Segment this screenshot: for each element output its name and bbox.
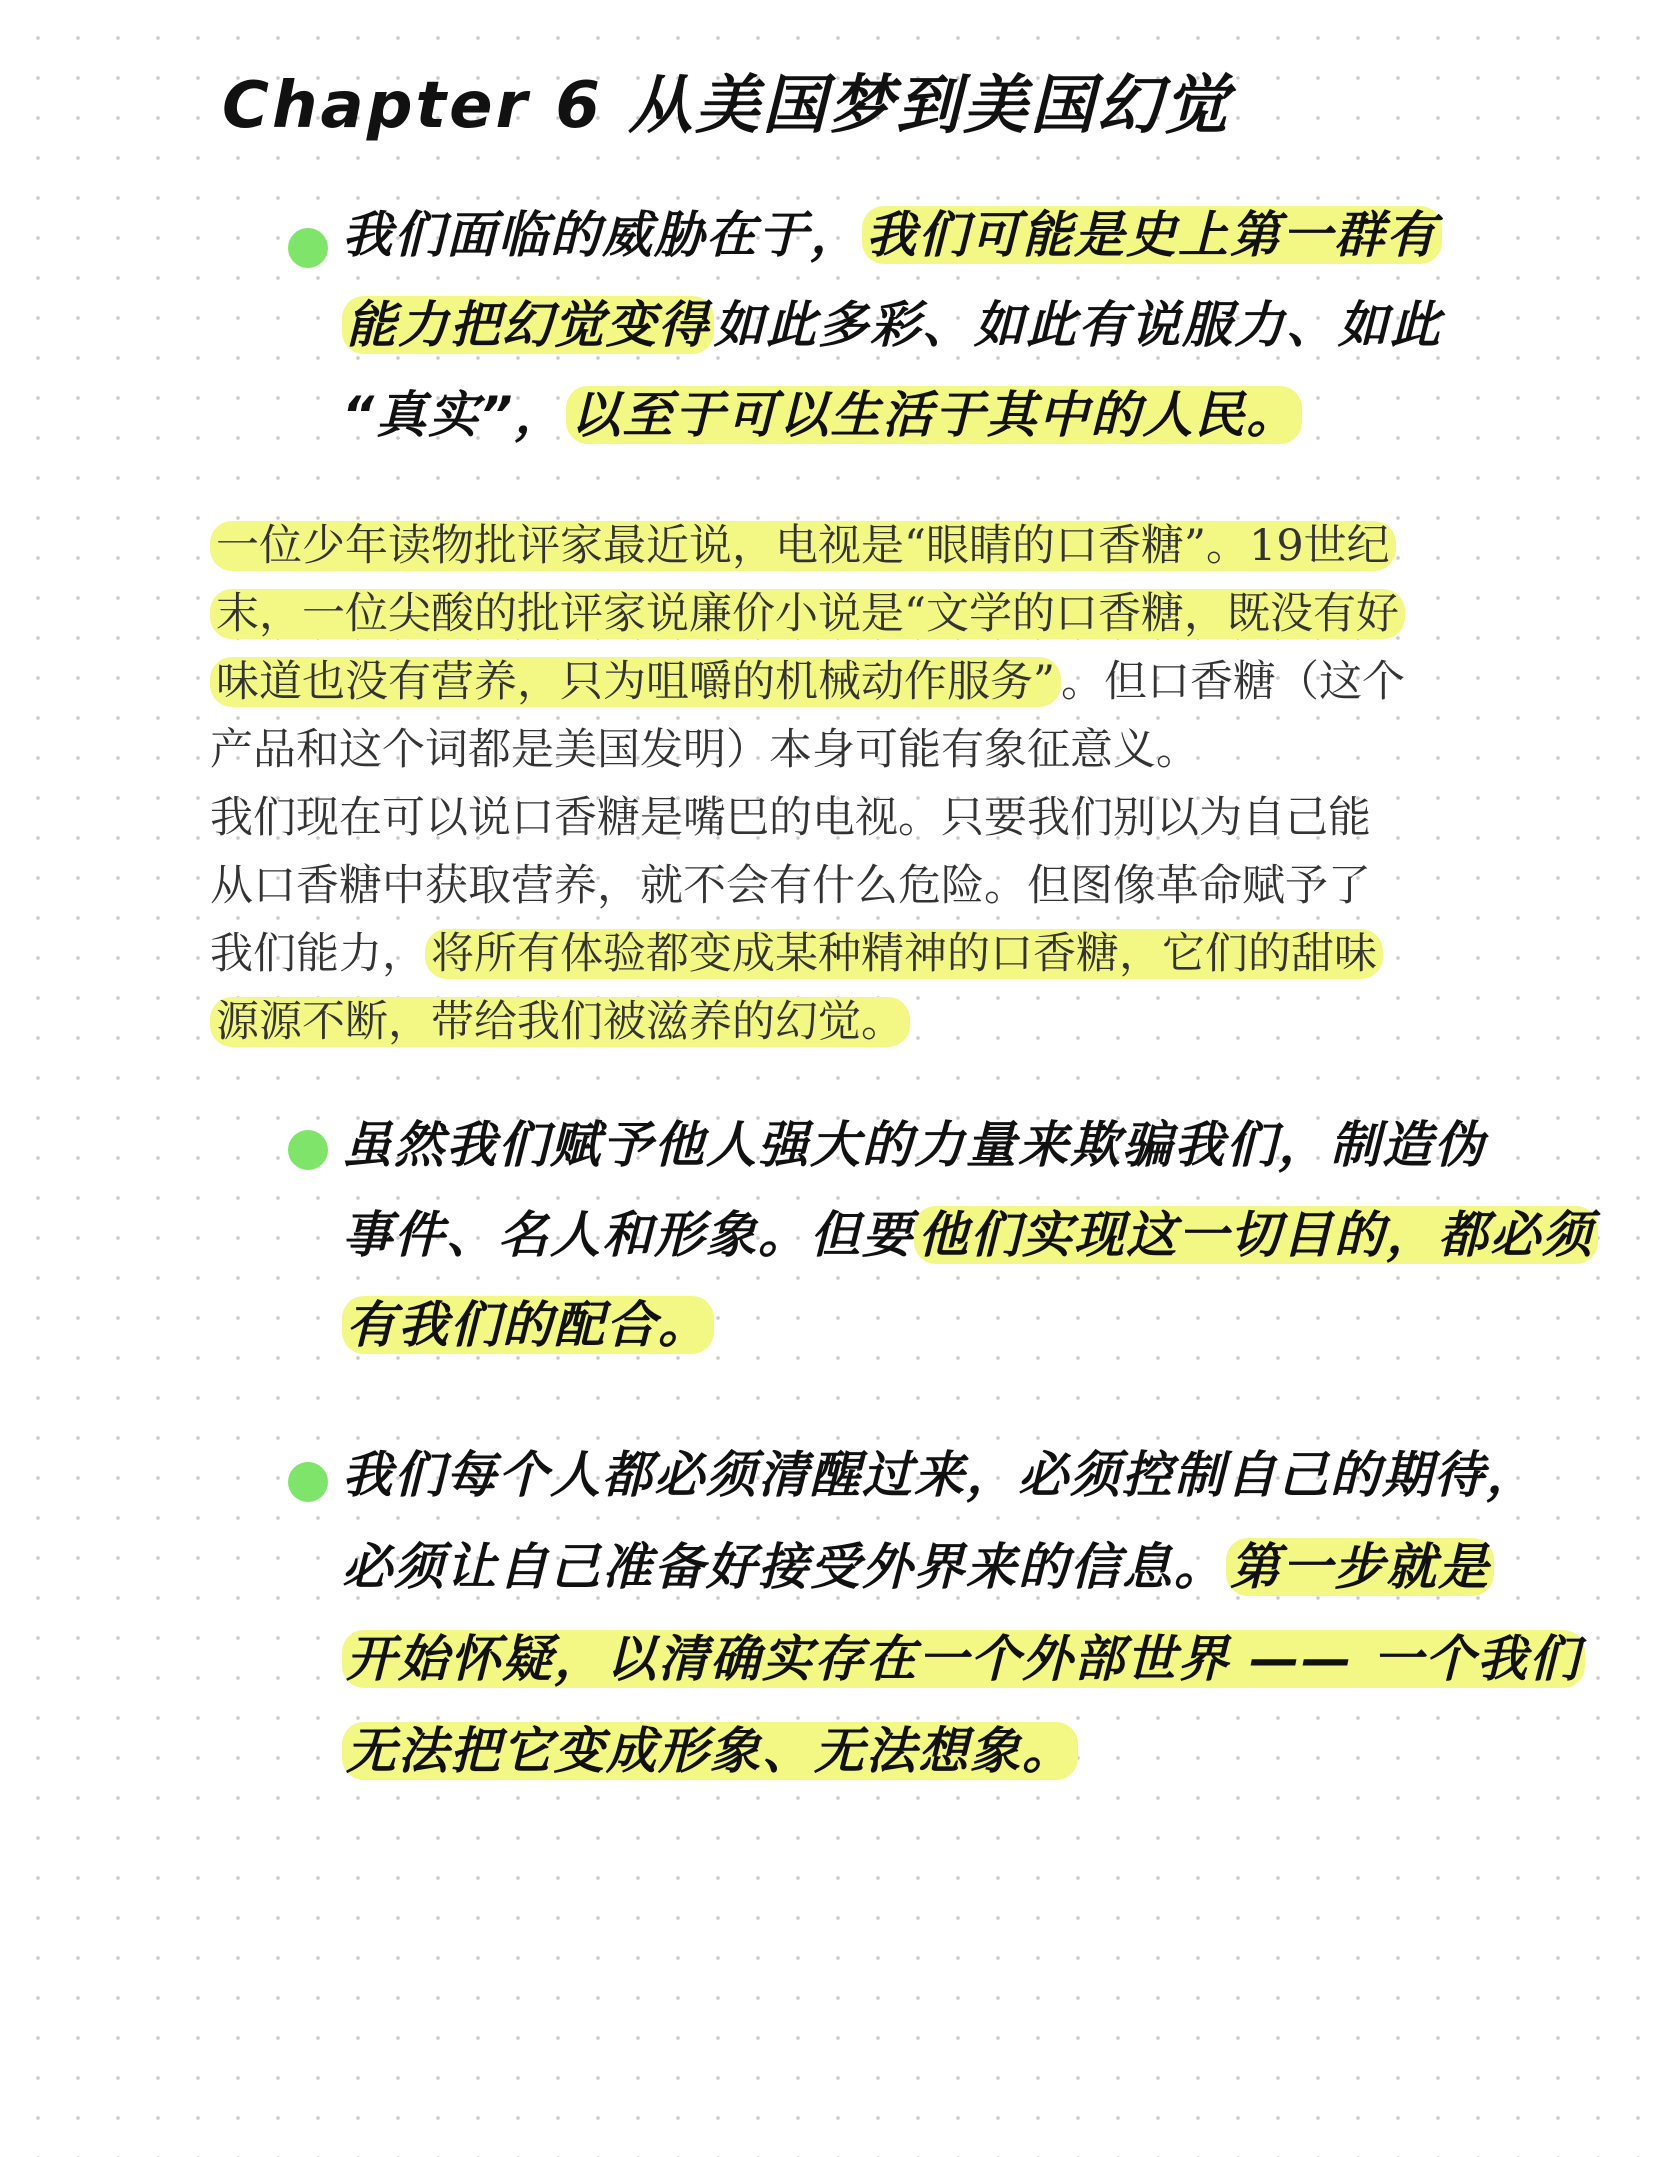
bullet-line <box>342 1614 1581 1704</box>
note-segment: 我们面临的威胁在于， <box>342 206 862 264</box>
quote-segment: 从口香糖中获取营养，就不会有什么危险。但图像革命赋予了 <box>210 861 1371 911</box>
quote-segment: 我们能力， <box>210 929 425 979</box>
bullet-line <box>342 1522 1490 1612</box>
bullet-dot-icon <box>288 1130 328 1170</box>
quote-line <box>210 580 1530 648</box>
note-segment: 如此多彩、如此有说服力、如此 <box>714 296 1442 354</box>
note-segment: 开始怀疑，以清确实存在一个外部世界 —— 一个我们 <box>342 1630 1585 1688</box>
bullet-line <box>342 370 1462 460</box>
bullet-line <box>342 190 1462 280</box>
note-segment: 有我们的配合。 <box>342 1296 714 1354</box>
bullet-dot-icon <box>288 228 328 268</box>
quote-line <box>210 512 1530 580</box>
note-segment: “真实”， <box>342 386 567 444</box>
bullet-dot-icon <box>288 1462 328 1502</box>
note-segment: 以至于可以生活于其中的人民。 <box>566 386 1302 444</box>
quote-segment: 源源不断，带给我们被滋养的幻觉。 <box>210 997 910 1047</box>
note-segment: 虽然我们赋予他人强大的力量来欺骗我们，制造伪 <box>342 1116 1486 1174</box>
printed-quote-paragraph <box>210 512 1530 1056</box>
bullet-line <box>342 1280 1462 1370</box>
chapter-title: Chapter 6 从美国梦到美国幻觉 <box>222 69 1232 143</box>
quote-line <box>210 716 1530 784</box>
quote-segment: 将所有体验都变成某种精神的口香糖，它们的甜味 <box>425 929 1383 979</box>
note-segment: 第一步就是 <box>1226 1538 1494 1596</box>
quote-segment: 产品和这个词都是美国发明）本身可能有象征意义。 <box>210 725 1199 775</box>
quote-line <box>210 988 1530 1056</box>
note-segment: 我们每个人都必须清醒过来，必须控制自己的期待， <box>342 1446 1538 1504</box>
bullet-line <box>342 280 1462 370</box>
quote-segment: 我们现在可以说口香糖是嘴巴的电视。只要我们别以为自己能 <box>210 793 1371 843</box>
bullet-line <box>342 1100 1486 1190</box>
quote-line <box>210 648 1530 716</box>
quote-line <box>210 852 1530 920</box>
quote-segment: 一位少年读物批评家最近说，电视是“眼睛的口香糖”。19世纪 <box>210 521 1396 571</box>
quote-line <box>210 920 1530 988</box>
note-segment: 能力把幻觉变得 <box>342 296 714 354</box>
bullet-line <box>342 1430 1538 1520</box>
note-segment: 事件、名人和形象。但要 <box>342 1206 914 1264</box>
quote-line <box>210 784 1530 852</box>
bullet-line <box>342 1190 1594 1280</box>
quote-segment: 味道也没有营养，只为咀嚼的机械动作服务” <box>210 657 1061 707</box>
note-segment: 必须让自己准备好接受外界来的信息。 <box>342 1538 1226 1596</box>
note-segment: 他们实现这一切目的，都必须 <box>914 1206 1598 1264</box>
bullet-line <box>342 1706 1462 1796</box>
quote-segment: 末，一位尖酸的批评家说廉价小说是“文学的口香糖，既没有好 <box>210 589 1405 639</box>
quote-segment: 。但口香糖（这个 <box>1060 657 1405 707</box>
note-segment: 无法把它变成形象、无法想象。 <box>342 1722 1078 1780</box>
note-segment: 我们可能是史上第一群有 <box>862 206 1442 264</box>
